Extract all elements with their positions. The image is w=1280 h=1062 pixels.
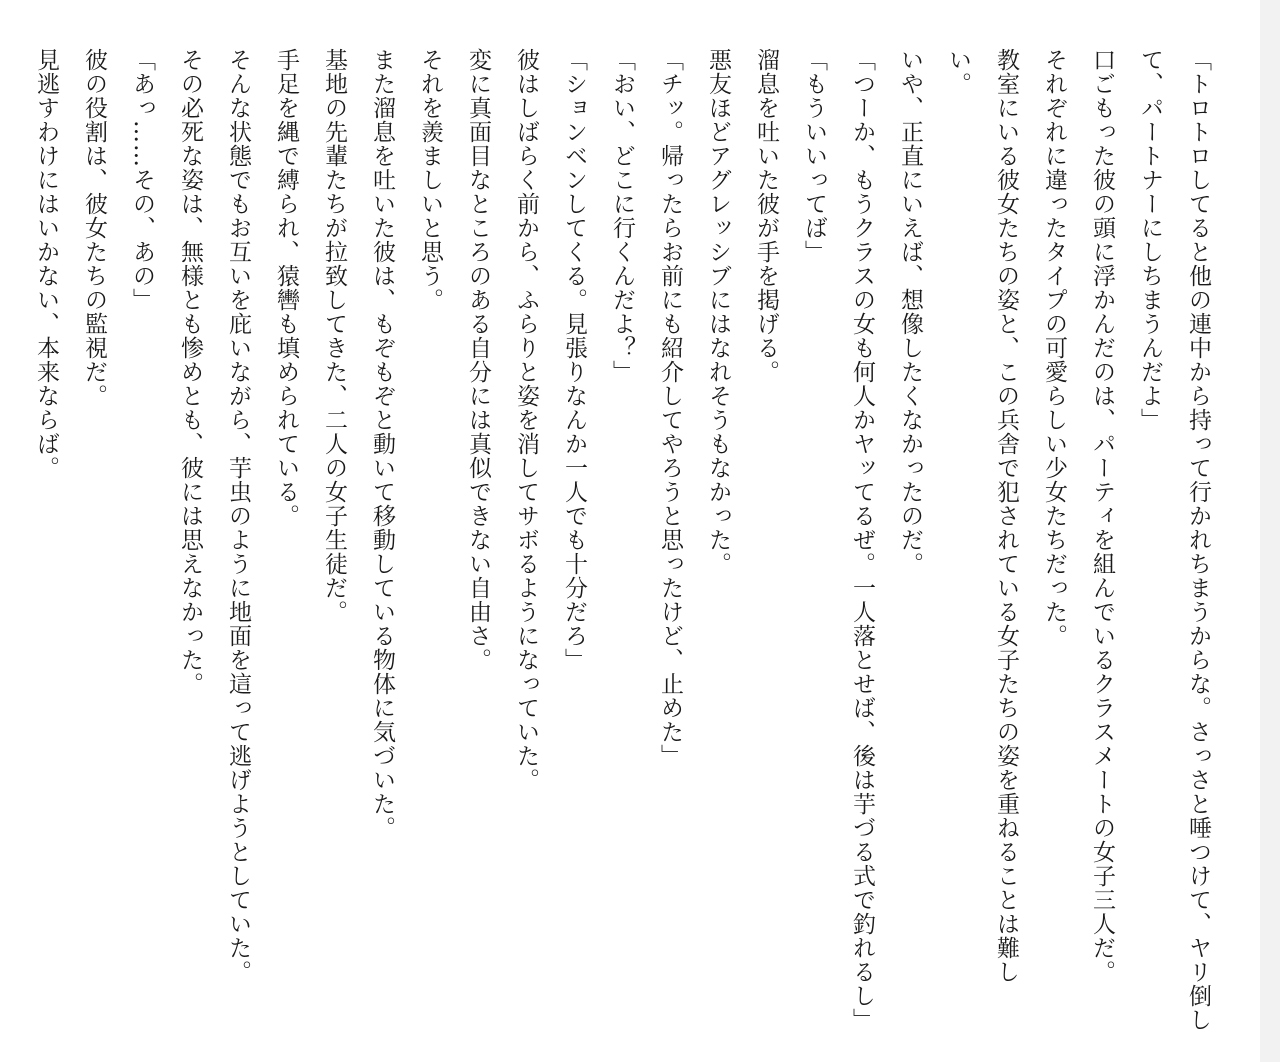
text-line: 「つーか、もうクラスの女も何人かヤッてるぜ。一人落とせば、後は芋づる式で釣れるし」 [849, 48, 875, 1032]
text-line: 溜息を吐いた彼が手を掲げる。 [753, 48, 779, 384]
text-line: 「トロトロしてると他の連中から持って行かれちまうからな。さっさと唾つけて、ヤリ倒し [1185, 48, 1211, 1032]
text-line: 彼の役割は、彼女たちの監視だ。 [81, 48, 107, 408]
text-line: 手足を縄で縛られ、猿轡も填められている。 [273, 48, 299, 528]
text-line: 教室にいる彼女たちの姿と、この兵舎で犯されている女子たちの姿を重ねることは難し [993, 48, 1019, 984]
vertical-text-body [22, 48, 1222, 1038]
text-line: それを羨ましいと思う。 [417, 48, 443, 312]
text-line: 基地の先輩たちが拉致してきた、二人の女子生徒だ。 [321, 48, 347, 624]
text-line: いや、正直にいえば、想像したくなかったのだ。 [897, 48, 923, 576]
text-line: 「あっ……その、あの」 [129, 48, 155, 312]
text-line: 見逃すわけにはいかない、本来ならば。 [33, 48, 59, 480]
text-line: 「チッ。帰ったらお前にも紹介してやろうと思ったけど、止めた」 [657, 48, 683, 768]
text-line: 彼はしばらく前から、ふらりと姿を消してサボるようになっていた。 [513, 48, 539, 792]
text-line: 悪友ほどアグレッシブにはなれそうもなかった。 [705, 48, 731, 576]
text-line: い。 [945, 48, 971, 96]
text-line: そんな状態でもお互いを庇いながら、芋虫のように地面を這って逃げようとしていた。 [225, 48, 251, 984]
text-line: 口ごもった彼の頭に浮かんだのは、パーティを組んでいるクラスメートの女子三人だ。 [1089, 48, 1115, 984]
text-line: 「もういいってば」 [801, 48, 827, 264]
text-line: また溜息を吐いた彼は、もぞもぞと動いて移動している物体に気づいた。 [369, 48, 395, 840]
page-edge [1260, 0, 1280, 1062]
text-line: 「おい、どこに行くんだよ？」 [609, 48, 635, 384]
text-line: て、パートナーにしちまうんだよ」 [1137, 48, 1163, 432]
text-line: それぞれに違ったタイプの可愛らしい少女たちだった。 [1041, 48, 1067, 648]
text-line: その必死な姿は、無様とも惨めとも、彼には思えなかった。 [177, 48, 203, 696]
text-line: 変に真面目なところのある自分には真似できない自由さ。 [465, 48, 491, 672]
text-line: 「ションベンしてくる。見張りなんか一人でも十分だろ」 [561, 48, 587, 672]
